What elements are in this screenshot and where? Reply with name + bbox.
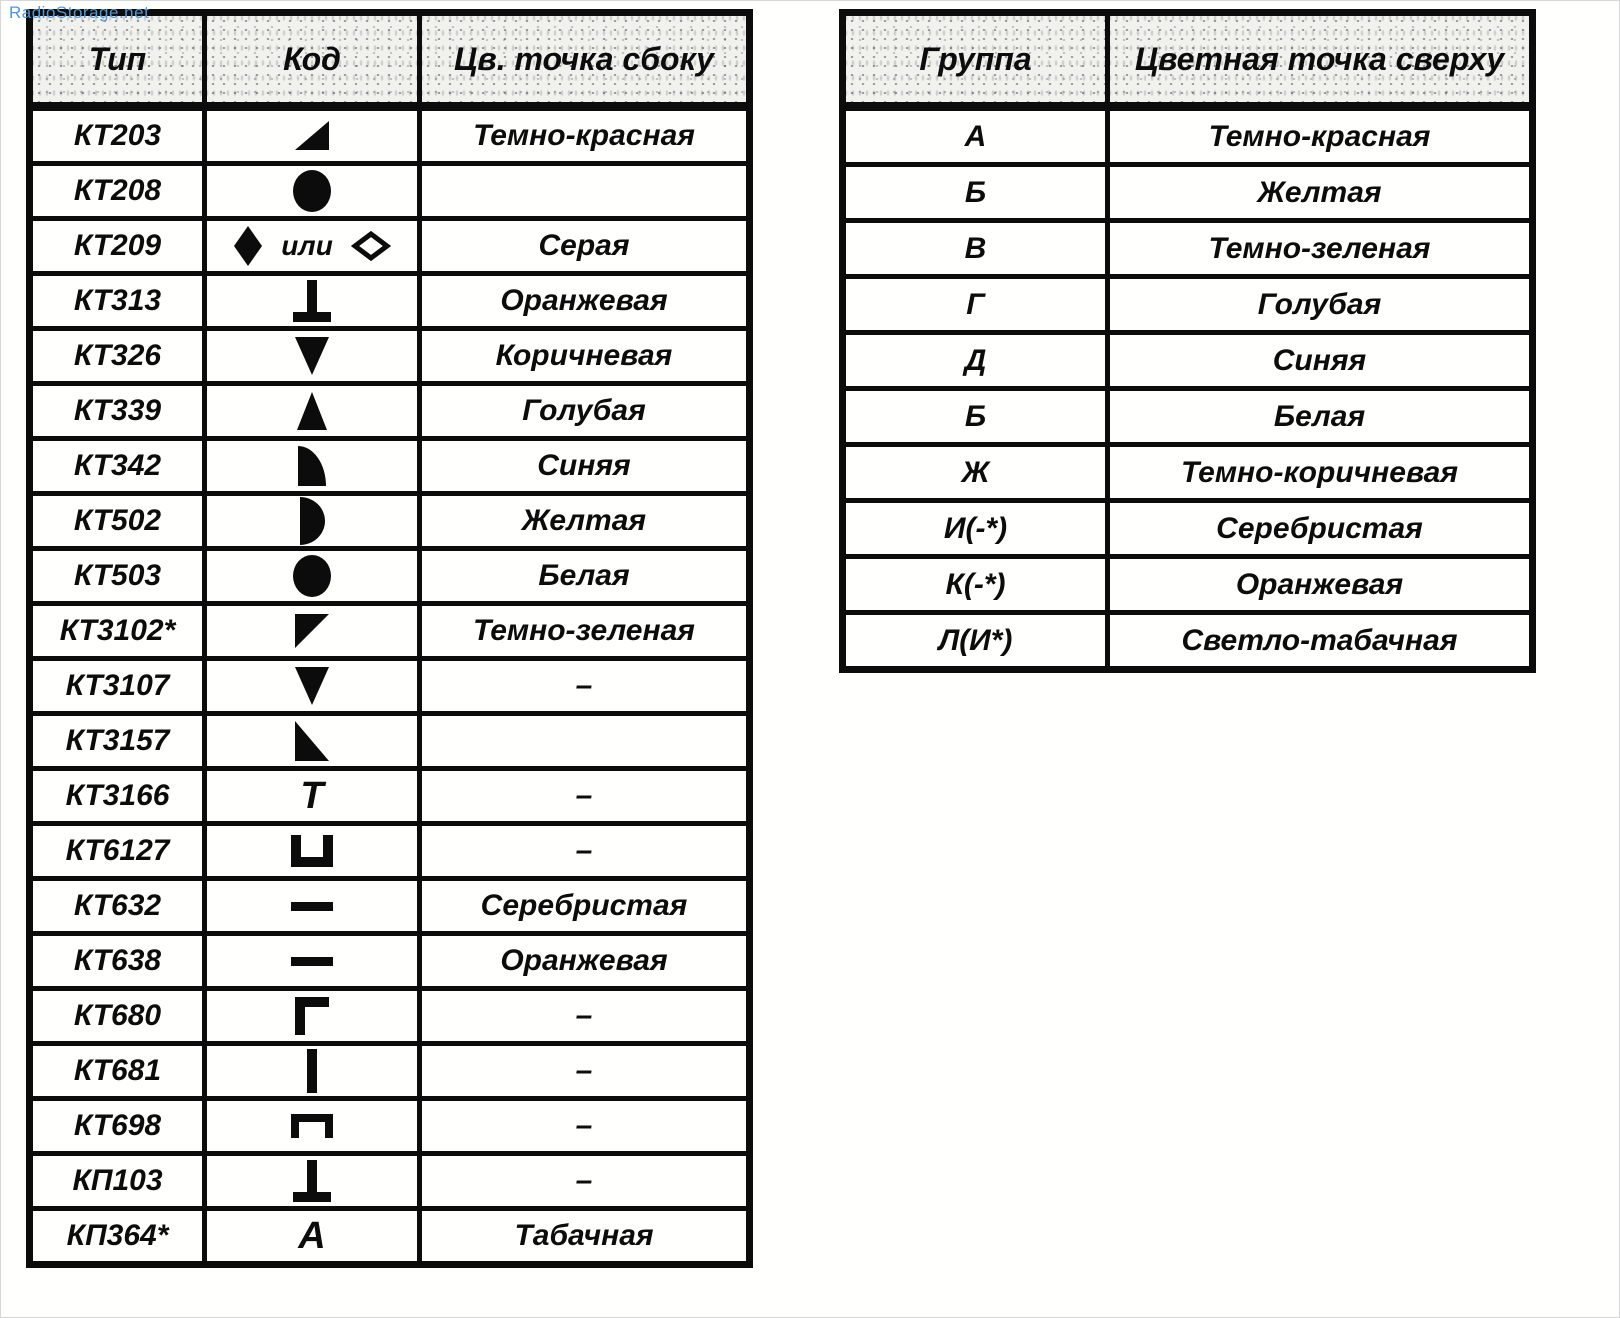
type-cell [30, 549, 205, 604]
code-cell-content [207, 386, 417, 436]
triangle-up-symbol [296, 391, 328, 431]
top-dot-color-cell [1108, 501, 1533, 557]
triangle-upper-left-symbol [294, 613, 330, 649]
type-cell [30, 107, 205, 164]
triangle-down-symbol [294, 666, 330, 706]
side-dot-color-label: – [575, 1109, 593, 1142]
code-cell-content [207, 496, 417, 546]
group-label: В [964, 231, 987, 265]
side-dot-color-label: Белая [538, 559, 630, 592]
side-dot-color-cell [420, 1209, 750, 1265]
code-cell-content [207, 771, 417, 821]
type-label: КТ203 [73, 119, 162, 152]
code-cell [205, 549, 420, 604]
top-dot-color-label: Синяя [1272, 343, 1367, 377]
code-letter: А [298, 1215, 326, 1257]
side-dot-color-label: Оранжевая [500, 284, 668, 317]
column-header-side-dot-color: Цв. точка сбоку [420, 13, 750, 107]
group-label: И(-*) [943, 511, 1008, 545]
table-row [843, 445, 1533, 501]
group-cell [843, 107, 1108, 165]
top-dot-color-cell [1108, 221, 1533, 277]
side-dot-color-cell [420, 164, 750, 219]
top-dot-color-label: Голубая [1257, 287, 1382, 321]
type-cell [30, 1044, 205, 1099]
code-cell [205, 989, 420, 1044]
code-cell [205, 879, 420, 934]
side-dot-color-label: – [575, 999, 593, 1032]
table-row [843, 107, 1533, 165]
type-label: КТ3102* [59, 614, 176, 647]
table-row [30, 714, 750, 769]
type-label: КТ698 [73, 1109, 162, 1142]
side-dot-color-cell [420, 1044, 750, 1099]
code-cell [205, 494, 420, 549]
half-disc-right-symbol [300, 497, 325, 545]
top-dot-color-cell [1108, 165, 1533, 221]
table-row [30, 659, 750, 714]
header-row [30, 13, 750, 107]
type-label: КТ503 [73, 559, 162, 592]
side-dot-color-label: Синяя [537, 449, 631, 482]
table-row [30, 1154, 750, 1209]
type-cell [30, 1209, 205, 1265]
type-label: КТ3166 [65, 779, 170, 812]
top-dot-color-cell [1108, 445, 1533, 501]
side-dot-color-cell [420, 219, 750, 274]
type-cell [30, 989, 205, 1044]
type-label: КТ339 [73, 394, 162, 427]
side-dot-color-label: Оранжевая [500, 944, 668, 977]
triangle-down-symbol [294, 336, 330, 376]
top-dot-color-label: Темно-коричневая [1180, 455, 1459, 489]
bracket-down-symbol [291, 1114, 333, 1138]
type-cell [30, 604, 205, 659]
type-label: КТ208 [73, 174, 162, 207]
type-label: КТ6127 [65, 834, 170, 867]
side-dot-color-label: – [575, 834, 593, 867]
type-label: КТ3157 [65, 724, 170, 757]
top-dot-color-cell [1108, 107, 1533, 165]
side-dot-color-label: Серебристая [480, 889, 688, 922]
type-cell [30, 329, 205, 384]
group-cell [843, 277, 1108, 333]
code-cell [205, 164, 420, 219]
group-label: Ж [961, 455, 990, 489]
table-row [30, 769, 750, 824]
group-color-table-container [839, 9, 1536, 673]
table-row [843, 557, 1533, 613]
group-cell [843, 613, 1108, 670]
gamma-symbol [295, 997, 329, 1035]
code-cell-content [207, 1211, 417, 1261]
side-dot-color-cell [420, 494, 750, 549]
table-row [843, 165, 1533, 221]
side-dot-color-label: – [575, 1164, 593, 1197]
code-cell [205, 714, 420, 769]
code-cell-content [207, 221, 417, 271]
type-cell [30, 824, 205, 879]
code-cell-content [207, 276, 417, 326]
dash-symbol [291, 957, 333, 966]
perpendicular-symbol [292, 1160, 332, 1202]
bracket-up-symbol [291, 835, 333, 867]
side-dot-color-cell [420, 549, 750, 604]
side-dot-color-cell [420, 329, 750, 384]
watermark-text: RadioStorage.net [9, 3, 150, 22]
type-label: КП364* [66, 1219, 169, 1252]
table-row [30, 494, 750, 549]
code-cell-content [207, 441, 417, 491]
top-dot-color-label: Желтая [1257, 175, 1382, 209]
table-row [843, 501, 1533, 557]
bar-vertical-symbol [307, 1049, 317, 1093]
diamond-filled-symbol [233, 225, 263, 267]
type-cell [30, 494, 205, 549]
column-header-code: Код [205, 13, 420, 107]
code-cell-content [207, 661, 417, 711]
side-dot-color-cell [420, 1154, 750, 1209]
code-cell [205, 604, 420, 659]
top-dot-color-cell [1108, 277, 1533, 333]
side-dot-color-cell [420, 1099, 750, 1154]
type-label: КТ342 [73, 449, 162, 482]
group-cell [843, 221, 1108, 277]
type-label: КТ502 [73, 504, 162, 537]
code-cell-content [207, 936, 417, 986]
code-cell-content [207, 1101, 417, 1151]
code-cell [205, 274, 420, 329]
triangle-lower-right-symbol [294, 120, 330, 152]
top-dot-color-cell [1108, 557, 1533, 613]
code-cell [205, 1209, 420, 1265]
group-label: А [964, 119, 987, 153]
code-cell [205, 107, 420, 164]
type-cell [30, 384, 205, 439]
table-row [843, 333, 1533, 389]
type-label: КТ681 [73, 1054, 162, 1087]
code-cell [205, 1154, 420, 1209]
group-label: Б [964, 175, 987, 209]
group-label: К(-*) [945, 567, 1006, 601]
group-cell [843, 165, 1108, 221]
side-dot-color-label: Темно-зеленая [473, 614, 695, 647]
type-cell [30, 274, 205, 329]
table-row [843, 221, 1533, 277]
code-cell [205, 934, 420, 989]
type-label: КТ326 [73, 339, 162, 372]
group-cell [843, 557, 1108, 613]
group-label: Д [964, 343, 987, 377]
code-cell [205, 384, 420, 439]
code-cell-content [207, 991, 417, 1041]
table-row [30, 384, 750, 439]
group-cell [843, 445, 1108, 501]
side-dot-color-label: Серая [538, 229, 630, 262]
table-row [30, 219, 750, 274]
code-cell-content [207, 1156, 417, 1206]
table-row [30, 824, 750, 879]
code-cell-content [207, 606, 417, 656]
type-cell [30, 659, 205, 714]
group-cell [843, 501, 1108, 557]
column-header-top-dot-color: Цветная точка сверху [1108, 13, 1533, 107]
type-label: КП103 [72, 1164, 163, 1197]
top-dot-color-cell [1108, 333, 1533, 389]
side-dot-color-cell [420, 879, 750, 934]
table-row [30, 934, 750, 989]
table-row [30, 107, 750, 164]
code-separator-label: или [281, 230, 333, 261]
code-cell [205, 1044, 420, 1099]
transistor-code-table [26, 9, 753, 1268]
code-cell-content [207, 111, 417, 161]
side-dot-color-cell [420, 384, 750, 439]
transistor-code-table-container [26, 9, 753, 1268]
top-dot-color-label: Темно-зеленая [1208, 231, 1431, 265]
table-row [30, 329, 750, 384]
type-cell [30, 1154, 205, 1209]
code-cell-content [207, 551, 417, 601]
code-cell [205, 329, 420, 384]
table-row [30, 989, 750, 1044]
table-row [30, 164, 750, 219]
type-cell [30, 439, 205, 494]
top-dot-color-cell [1108, 613, 1533, 670]
table-row [843, 613, 1533, 670]
side-dot-color-cell [420, 659, 750, 714]
diamond-outline-symbol [351, 231, 391, 261]
side-dot-color-cell [420, 107, 750, 164]
code-cell-content [207, 166, 417, 216]
type-label: КТ209 [73, 229, 162, 262]
triangle-lower-left-symbol [294, 720, 330, 762]
circle-symbol [293, 170, 331, 212]
dash-symbol [291, 902, 333, 911]
group-label: Б [964, 399, 987, 433]
side-dot-color-cell [420, 604, 750, 659]
code-cell [205, 824, 420, 879]
top-dot-color-label: Светло-табачная [1181, 623, 1458, 657]
code-cell-content [207, 716, 417, 766]
top-dot-color-label: Серебристая [1216, 511, 1423, 545]
group-label: Л(И*) [938, 623, 1013, 657]
side-dot-color-label: Темно-красная [473, 119, 695, 152]
side-dot-color-label: – [575, 779, 593, 812]
side-dot-color-cell [420, 769, 750, 824]
type-label: КТ638 [73, 944, 162, 977]
table-row [30, 1209, 750, 1265]
side-dot-color-cell [420, 714, 750, 769]
type-cell [30, 219, 205, 274]
side-dot-color-label: – [575, 1054, 593, 1087]
quarter-disc-symbol [298, 446, 326, 486]
type-label: КТ632 [73, 889, 162, 922]
side-dot-color-cell [420, 439, 750, 494]
group-cell [843, 333, 1108, 389]
side-dot-color-cell [420, 274, 750, 329]
side-dot-color-cell [420, 934, 750, 989]
group-label: Г [966, 287, 985, 321]
table-row [30, 879, 750, 934]
top-dot-color-cell [1108, 389, 1533, 445]
type-cell [30, 879, 205, 934]
column-header-group: Группа [843, 13, 1108, 107]
type-cell [30, 1099, 205, 1154]
side-dot-color-label: Табачная [514, 1219, 654, 1252]
side-dot-color-label: – [575, 669, 593, 702]
code-cell-content [207, 881, 417, 931]
code-cell [205, 219, 420, 274]
code-letter: Т [300, 775, 324, 817]
side-dot-color-label: Коричневая [495, 339, 673, 372]
code-cell-content [207, 826, 417, 876]
side-dot-color-label: Желтая [521, 504, 647, 537]
top-dot-color-label: Оранжевая [1235, 567, 1404, 601]
type-cell [30, 769, 205, 824]
code-cell-content [207, 331, 417, 381]
code-cell [205, 1099, 420, 1154]
code-cell [205, 769, 420, 824]
type-cell [30, 934, 205, 989]
table-row [843, 277, 1533, 333]
group-color-table [839, 9, 1536, 673]
table-row [843, 389, 1533, 445]
code-cell [205, 659, 420, 714]
circle-symbol [293, 555, 331, 597]
header-row [843, 13, 1533, 107]
side-dot-color-label: Голубая [522, 394, 646, 427]
perpendicular-symbol [292, 280, 332, 322]
table-row [30, 604, 750, 659]
type-label: КТ680 [73, 999, 162, 1032]
top-dot-color-label: Темно-красная [1208, 119, 1431, 153]
top-dot-color-label: Белая [1273, 399, 1366, 433]
column-header-type: Тип [30, 13, 205, 107]
table-row [30, 274, 750, 329]
side-dot-color-cell [420, 989, 750, 1044]
code-cell [205, 439, 420, 494]
type-cell [30, 714, 205, 769]
group-cell [843, 389, 1108, 445]
side-dot-color-cell [420, 824, 750, 879]
type-label: КТ3107 [65, 669, 170, 702]
code-cell-content [207, 1046, 417, 1096]
table-row [30, 1099, 750, 1154]
type-label: КТ313 [73, 284, 162, 317]
table-row [30, 439, 750, 494]
type-cell [30, 164, 205, 219]
table-row [30, 1044, 750, 1099]
table-row [30, 549, 750, 604]
